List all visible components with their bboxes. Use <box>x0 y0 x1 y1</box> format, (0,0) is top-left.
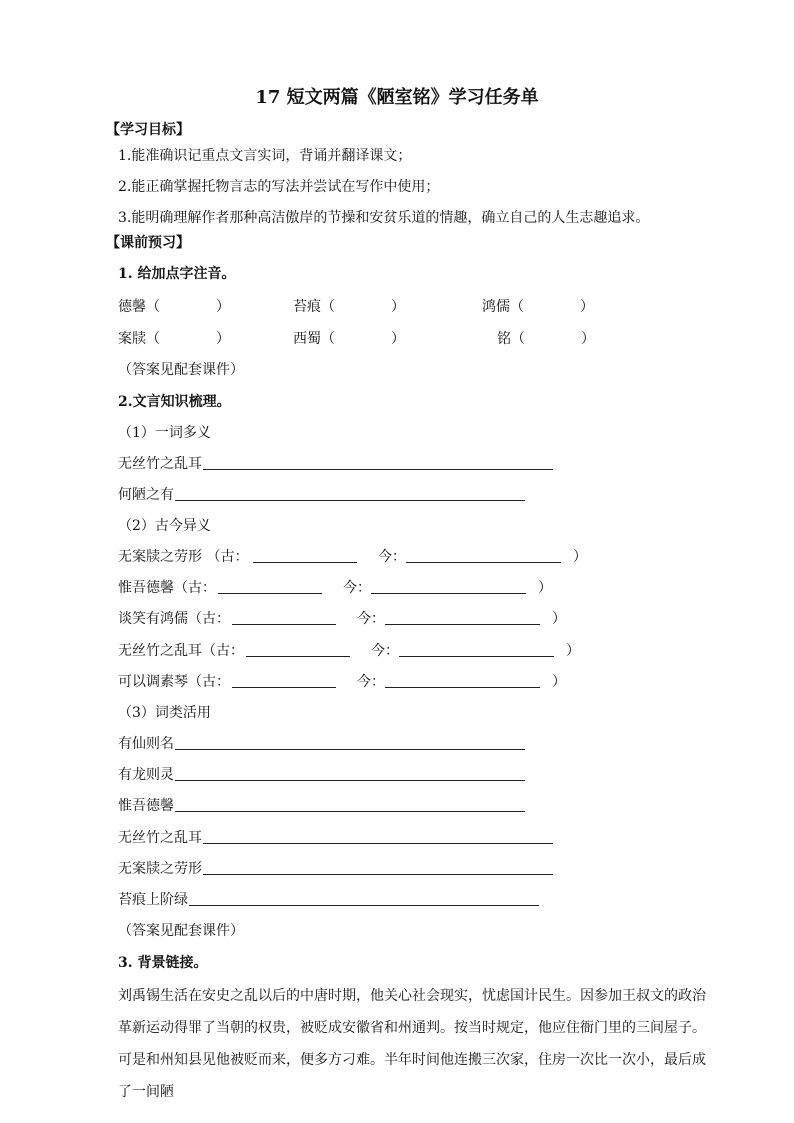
answer-line-jin[interactable] <box>385 624 540 625</box>
answer-line[interactable] <box>175 780 525 781</box>
question-2-title: 2.文言知识梳理。 <box>118 394 231 410</box>
answer-line[interactable] <box>175 811 525 812</box>
phrase-label: 惟吾德馨 <box>118 798 174 814</box>
answer-note: （答案见配套课件） <box>118 923 244 939</box>
answer-line[interactable] <box>203 843 553 844</box>
pinyin-blank[interactable]: 铭（ ） <box>497 331 595 347</box>
phrase-label: 可以调素琴（古： <box>118 674 230 690</box>
answer-line[interactable] <box>175 749 525 750</box>
question-3-title: 3. 背景链接。 <box>118 955 208 971</box>
page-title: 17 短文两篇《陋室铭》学习任务单 <box>255 87 539 108</box>
answer-line-gu[interactable] <box>218 593 322 594</box>
goal-item: 3.能明确理解作者那种高洁傲岸的节操和安贫乐道的情趣，确立自己的人生志趣追求。 <box>118 210 650 226</box>
close-paren: ） <box>538 580 552 596</box>
goals-heading: 【学习目标】 <box>106 122 190 138</box>
answer-line-gu[interactable] <box>253 562 357 563</box>
phrase-label: 无案牍之劳形 <box>118 861 202 877</box>
preview-heading: 【课前预习】 <box>106 235 190 251</box>
pinyin-blank[interactable]: 西蜀（ ） <box>293 331 405 347</box>
jin-label: 今： <box>371 643 399 659</box>
jin-label: 今： <box>357 674 385 690</box>
subsection-title: （2）古今异义 <box>118 518 211 534</box>
answer-line-jin[interactable] <box>371 593 526 594</box>
phrase-label: 惟吾德馨（古： <box>118 580 216 596</box>
pinyin-blank[interactable]: 案牍（ ） <box>118 331 230 347</box>
phrase-label: 有龙则灵 <box>118 767 174 783</box>
phrase-label: 何陋之有 <box>118 487 174 503</box>
answer-line-jin[interactable] <box>385 687 540 688</box>
phrase-label: 无丝竹之乱耳（古： <box>118 643 244 659</box>
goal-item: 1.能准确识记重点文言实词，背诵并翻译课文； <box>118 148 412 164</box>
answer-line-gu[interactable] <box>246 656 350 657</box>
pinyin-blank[interactable]: 德馨（ ） <box>118 299 230 315</box>
phrase-label: 无丝竹之乱耳 <box>118 830 202 846</box>
pinyin-blank[interactable]: 苔痕（ ） <box>293 299 405 315</box>
close-paren: ） <box>552 674 566 690</box>
answer-line[interactable] <box>203 874 553 875</box>
phrase-label: 无丝竹之乱耳 <box>118 456 202 472</box>
subsection-title: （1）一词多义 <box>118 425 211 441</box>
jin-label: 今： <box>343 580 371 596</box>
answer-line[interactable] <box>175 500 525 501</box>
answer-line-gu[interactable] <box>232 624 336 625</box>
jin-label: 今： <box>378 549 406 565</box>
phrase-label: 谈笑有鸿儒（古： <box>118 611 230 627</box>
close-paren: ） <box>566 643 580 659</box>
goal-item: 2.能正确掌握托物言志的写法并尝试在写作中使用； <box>118 179 440 195</box>
jin-label: 今： <box>357 611 385 627</box>
close-paren: ） <box>552 611 566 627</box>
answer-line[interactable] <box>203 469 553 470</box>
answer-line-jin[interactable] <box>406 562 561 563</box>
background-paragraph: 刘禹锡生活在安史之乱以后的中唐时期，他关心社会现实，忧虑国计民生。因参加王叔文的政治革新运动得罪了当朝的权贵，被贬成安徽省和州通判。按当时规定，他应住衙门里的三间屋子。可是和州知县见他被贬而来，便多方刁难。半年时间他连搬三次家，住房一次比一次小，最后成了一间陋 <box>118 988 706 1100</box>
answer-line[interactable] <box>189 905 539 906</box>
subsection-title: （3）词类活用 <box>118 705 211 721</box>
answer-line-jin[interactable] <box>399 656 554 657</box>
phrase-label: 无案牍之劳形 （古： <box>118 549 249 565</box>
close-paren: ） <box>573 549 587 565</box>
answer-note: （答案见配套课件） <box>118 362 244 378</box>
question-1-title: 1. 给加点字注音。 <box>118 266 236 282</box>
answer-line-gu[interactable] <box>232 687 336 688</box>
phrase-label: 苔痕上阶绿 <box>118 892 188 908</box>
phrase-label: 有仙则名 <box>118 736 174 752</box>
pinyin-blank[interactable]: 鸿儒（ ） <box>482 299 594 315</box>
